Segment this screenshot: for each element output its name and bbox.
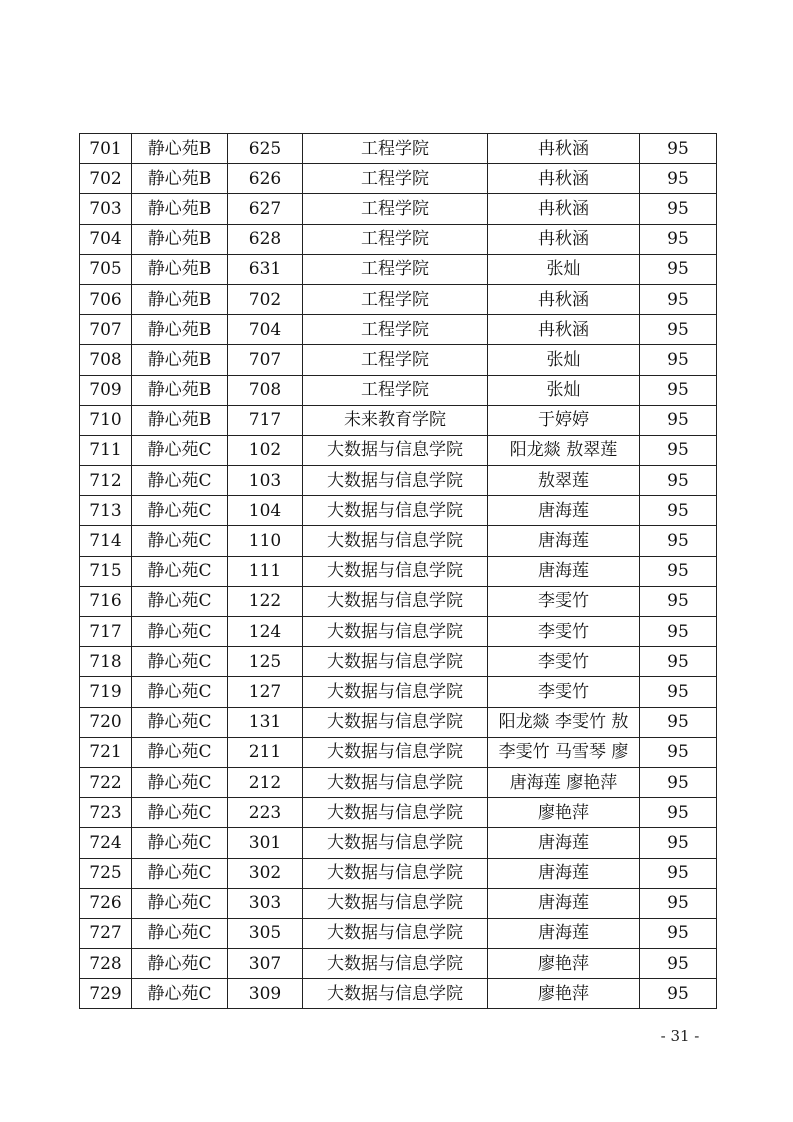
table-row [80, 707, 717, 737]
row-number-cell: 715 [80, 556, 132, 586]
row-number-cell: 716 [80, 586, 132, 616]
college-cell: 大数据与信息学院 [303, 918, 488, 948]
room-cell: 717 [228, 405, 303, 435]
table-row [80, 828, 717, 858]
table-row [80, 194, 717, 224]
room-cell: 707 [228, 345, 303, 375]
row-number-cell: 721 [80, 737, 132, 767]
row-number-cell: 704 [80, 224, 132, 254]
building-cell: 静心苑B [132, 224, 228, 254]
building-cell: 静心苑B [132, 254, 228, 284]
table-row [80, 375, 717, 405]
building-cell: 静心苑C [132, 949, 228, 979]
row-number-cell: 714 [80, 526, 132, 556]
table-row [80, 254, 717, 284]
building-cell: 静心苑C [132, 707, 228, 737]
college-cell: 工程学院 [303, 194, 488, 224]
building-cell: 静心苑B [132, 284, 228, 314]
table-row [80, 858, 717, 888]
room-cell: 631 [228, 254, 303, 284]
dormitory-score-table [79, 133, 717, 1009]
score-cell: 95 [640, 767, 717, 797]
row-number-cell: 723 [80, 798, 132, 828]
room-cell: 628 [228, 224, 303, 254]
counselor-cell: 唐海莲 [488, 858, 640, 888]
counselor-cell: 冉秋涵 [488, 164, 640, 194]
table-row [80, 405, 717, 435]
room-cell: 103 [228, 466, 303, 496]
building-cell: 静心苑B [132, 375, 228, 405]
room-cell: 704 [228, 315, 303, 345]
room-cell: 309 [228, 979, 303, 1009]
counselor-cell: 廖艳萍 [488, 949, 640, 979]
row-number-cell: 703 [80, 194, 132, 224]
row-number-cell: 705 [80, 254, 132, 284]
counselor-cell: 廖艳萍 [488, 979, 640, 1009]
college-cell: 大数据与信息学院 [303, 617, 488, 647]
room-cell: 211 [228, 737, 303, 767]
score-cell: 95 [640, 677, 717, 707]
building-cell: 静心苑C [132, 647, 228, 677]
counselor-cell: 李雯竹 [488, 647, 640, 677]
score-cell: 95 [640, 345, 717, 375]
counselor-text: 阳龙燚 李雯竹 敖 [498, 711, 629, 732]
table-row [80, 677, 717, 707]
score-cell: 95 [640, 888, 717, 918]
room-cell: 127 [228, 677, 303, 707]
room-cell: 627 [228, 194, 303, 224]
score-cell: 95 [640, 949, 717, 979]
college-cell: 工程学院 [303, 164, 488, 194]
score-cell: 95 [640, 194, 717, 224]
building-cell: 静心苑C [132, 828, 228, 858]
table-row [80, 586, 717, 616]
score-cell: 95 [640, 466, 717, 496]
college-cell: 大数据与信息学院 [303, 979, 488, 1009]
table-row [80, 164, 717, 194]
row-number-cell: 724 [80, 828, 132, 858]
counselor-cell [488, 737, 640, 767]
room-cell: 124 [228, 617, 303, 647]
college-cell: 工程学院 [303, 134, 488, 164]
table-row [80, 737, 717, 767]
counselor-cell: 敖翠莲 [488, 466, 640, 496]
college-cell: 工程学院 [303, 315, 488, 345]
score-cell: 95 [640, 284, 717, 314]
building-cell: 静心苑B [132, 164, 228, 194]
score-cell: 95 [640, 224, 717, 254]
table-body [80, 134, 717, 1009]
counselor-cell: 唐海莲 [488, 556, 640, 586]
college-cell: 大数据与信息学院 [303, 496, 488, 526]
building-cell: 静心苑C [132, 979, 228, 1009]
row-number-cell: 707 [80, 315, 132, 345]
score-cell: 95 [640, 617, 717, 647]
score-cell: 95 [640, 405, 717, 435]
table-row [80, 526, 717, 556]
row-number-cell: 722 [80, 767, 132, 797]
table-row [80, 435, 717, 465]
score-cell: 95 [640, 315, 717, 345]
row-number-cell: 719 [80, 677, 132, 707]
college-cell: 大数据与信息学院 [303, 888, 488, 918]
row-number-cell: 712 [80, 466, 132, 496]
room-cell: 303 [228, 888, 303, 918]
building-cell: 静心苑C [132, 496, 228, 526]
college-cell: 工程学院 [303, 224, 488, 254]
counselor-cell [488, 707, 640, 737]
room-cell: 131 [228, 707, 303, 737]
college-cell: 大数据与信息学院 [303, 526, 488, 556]
table-row [80, 647, 717, 677]
building-cell: 静心苑C [132, 586, 228, 616]
counselor-cell: 李雯竹 [488, 586, 640, 616]
college-cell: 大数据与信息学院 [303, 767, 488, 797]
college-cell: 大数据与信息学院 [303, 435, 488, 465]
college-cell: 大数据与信息学院 [303, 858, 488, 888]
row-number-cell: 728 [80, 949, 132, 979]
room-cell: 102 [228, 435, 303, 465]
table-row [80, 556, 717, 586]
table-row [80, 345, 717, 375]
room-cell: 305 [228, 918, 303, 948]
score-cell: 95 [640, 435, 717, 465]
counselor-cell: 冉秋涵 [488, 284, 640, 314]
row-number-cell: 711 [80, 435, 132, 465]
college-cell: 大数据与信息学院 [303, 707, 488, 737]
score-cell: 95 [640, 164, 717, 194]
room-cell: 307 [228, 949, 303, 979]
building-cell: 静心苑C [132, 617, 228, 647]
room-cell: 125 [228, 647, 303, 677]
score-cell: 95 [640, 798, 717, 828]
college-cell: 大数据与信息学院 [303, 466, 488, 496]
building-cell: 静心苑B [132, 345, 228, 375]
table-row [80, 134, 717, 164]
college-cell: 大数据与信息学院 [303, 586, 488, 616]
college-cell: 大数据与信息学院 [303, 677, 488, 707]
counselor-cell: 廖艳萍 [488, 798, 640, 828]
building-cell: 静心苑C [132, 918, 228, 948]
table-row [80, 888, 717, 918]
table-row [80, 466, 717, 496]
room-cell: 212 [228, 767, 303, 797]
building-cell: 静心苑C [132, 888, 228, 918]
counselor-text: 李雯竹 马雪琴 廖 [498, 741, 629, 762]
room-cell: 223 [228, 798, 303, 828]
row-number-cell: 717 [80, 617, 132, 647]
college-cell: 大数据与信息学院 [303, 556, 488, 586]
counselor-cell: 唐海莲 [488, 526, 640, 556]
room-cell: 301 [228, 828, 303, 858]
room-cell: 626 [228, 164, 303, 194]
score-cell: 95 [640, 979, 717, 1009]
row-number-cell: 706 [80, 284, 132, 314]
counselor-cell: 唐海莲 [488, 888, 640, 918]
row-number-cell: 708 [80, 345, 132, 375]
room-cell: 104 [228, 496, 303, 526]
building-cell: 静心苑C [132, 435, 228, 465]
row-number-cell: 710 [80, 405, 132, 435]
college-cell: 大数据与信息学院 [303, 647, 488, 677]
college-cell: 工程学院 [303, 254, 488, 284]
college-cell: 大数据与信息学院 [303, 949, 488, 979]
page-number: - 31 - [660, 1027, 700, 1045]
row-number-cell: 727 [80, 918, 132, 948]
score-cell: 95 [640, 647, 717, 677]
counselor-cell: 张灿 [488, 254, 640, 284]
college-cell: 大数据与信息学院 [303, 798, 488, 828]
table-row [80, 918, 717, 948]
counselor-cell: 唐海莲 [488, 918, 640, 948]
counselor-cell: 张灿 [488, 345, 640, 375]
building-cell: 静心苑B [132, 134, 228, 164]
row-number-cell: 726 [80, 888, 132, 918]
score-cell: 95 [640, 375, 717, 405]
building-cell: 静心苑C [132, 767, 228, 797]
row-number-cell: 720 [80, 707, 132, 737]
table-row [80, 979, 717, 1009]
score-cell: 95 [640, 134, 717, 164]
building-cell: 静心苑C [132, 677, 228, 707]
row-number-cell: 709 [80, 375, 132, 405]
building-cell: 静心苑C [132, 798, 228, 828]
table-row [80, 284, 717, 314]
score-cell: 95 [640, 586, 717, 616]
building-cell: 静心苑C [132, 526, 228, 556]
score-cell: 95 [640, 526, 717, 556]
counselor-cell: 唐海莲 [488, 828, 640, 858]
table-row [80, 798, 717, 828]
building-cell: 静心苑B [132, 194, 228, 224]
table-row [80, 224, 717, 254]
row-number-cell: 718 [80, 647, 132, 677]
counselor-cell: 于婷婷 [488, 405, 640, 435]
college-cell: 工程学院 [303, 375, 488, 405]
counselor-cell: 张灿 [488, 375, 640, 405]
college-cell: 大数据与信息学院 [303, 737, 488, 767]
counselor-cell: 阳龙燚 敖翠莲 [488, 435, 640, 465]
counselor-cell: 唐海莲 [488, 496, 640, 526]
score-cell: 95 [640, 254, 717, 284]
room-cell: 110 [228, 526, 303, 556]
college-cell: 大数据与信息学院 [303, 828, 488, 858]
counselor-cell: 冉秋涵 [488, 315, 640, 345]
college-cell: 工程学院 [303, 345, 488, 375]
row-number-cell: 725 [80, 858, 132, 888]
score-cell: 95 [640, 737, 717, 767]
college-cell: 工程学院 [303, 284, 488, 314]
score-cell: 95 [640, 707, 717, 737]
row-number-cell: 729 [80, 979, 132, 1009]
counselor-cell: 李雯竹 [488, 677, 640, 707]
row-number-cell: 701 [80, 134, 132, 164]
counselor-cell: 冉秋涵 [488, 134, 640, 164]
score-cell: 95 [640, 918, 717, 948]
counselor-cell: 李雯竹 [488, 617, 640, 647]
building-cell: 静心苑B [132, 315, 228, 345]
building-cell: 静心苑C [132, 737, 228, 767]
table-row [80, 767, 717, 797]
table-row [80, 496, 717, 526]
room-cell: 111 [228, 556, 303, 586]
room-cell: 708 [228, 375, 303, 405]
building-cell: 静心苑B [132, 405, 228, 435]
building-cell: 静心苑C [132, 858, 228, 888]
building-cell: 静心苑C [132, 466, 228, 496]
counselor-cell: 唐海莲 廖艳萍 [488, 767, 640, 797]
counselor-cell: 冉秋涵 [488, 224, 640, 254]
table-row [80, 617, 717, 647]
room-cell: 702 [228, 284, 303, 314]
table-row [80, 949, 717, 979]
room-cell: 302 [228, 858, 303, 888]
room-cell: 122 [228, 586, 303, 616]
room-cell: 625 [228, 134, 303, 164]
score-cell: 95 [640, 496, 717, 526]
score-cell: 95 [640, 858, 717, 888]
counselor-cell: 冉秋涵 [488, 194, 640, 224]
building-cell: 静心苑C [132, 556, 228, 586]
score-cell: 95 [640, 556, 717, 586]
table-row [80, 315, 717, 345]
college-cell: 未来教育学院 [303, 405, 488, 435]
score-cell: 95 [640, 828, 717, 858]
row-number-cell: 713 [80, 496, 132, 526]
row-number-cell: 702 [80, 164, 132, 194]
